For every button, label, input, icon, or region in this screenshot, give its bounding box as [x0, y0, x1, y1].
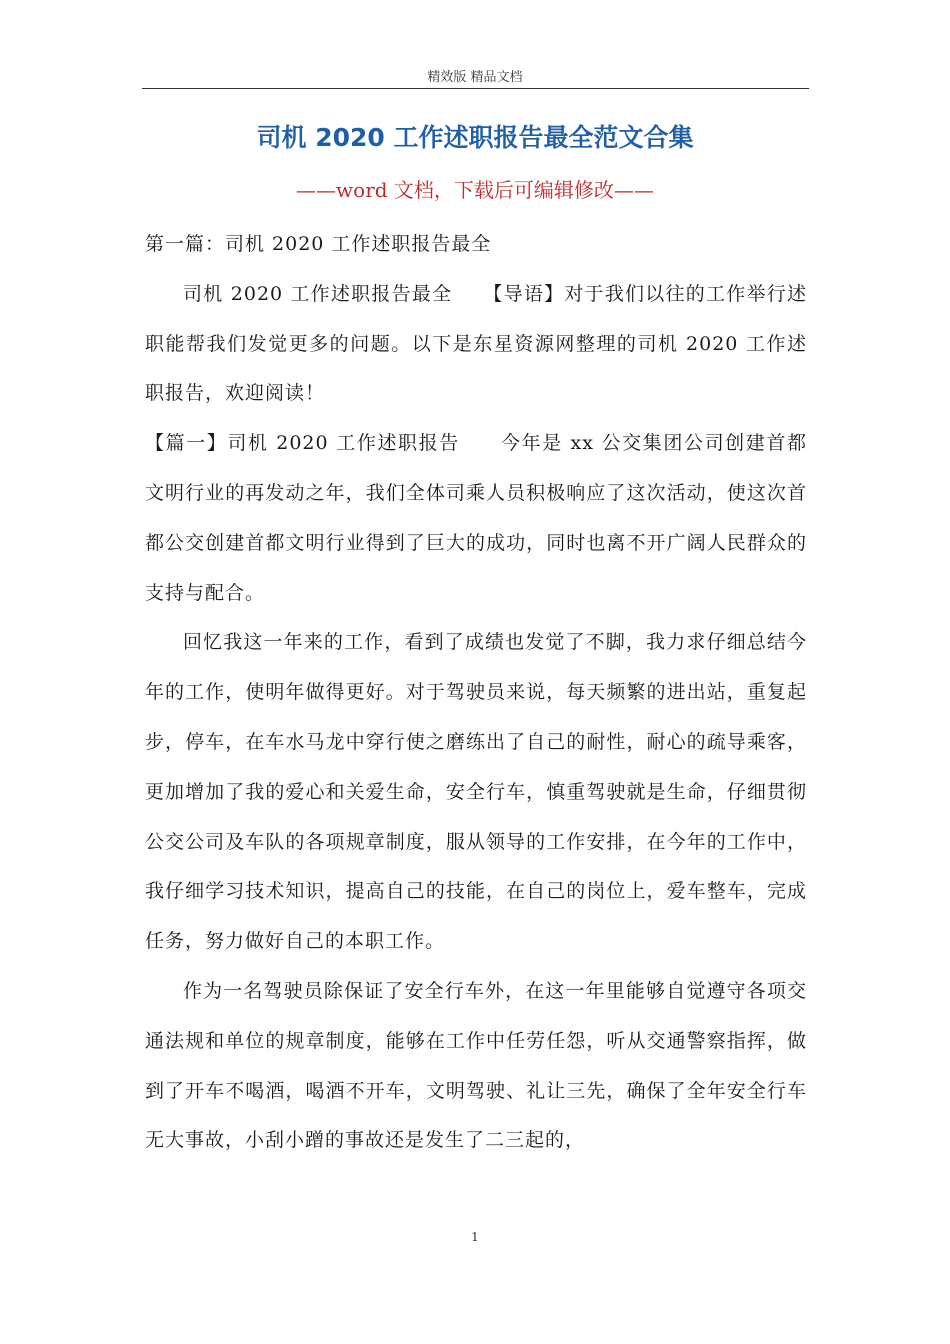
page-header: 精效版 精品文档: [427, 70, 523, 85]
document-body: [145, 220, 807, 1166]
paragraph: 【篇一】司机 2020 工作述职报告 今年是 xx 公交集团公司创建首都文明行业的再发动之年，我们全体司乘人员积极响应了这次活动，使这次首都公交创建首都文明行业得到了巨大的成功，同时也离不开广阔人民群众的支持与配合。: [145, 432, 807, 604]
document-subtitle: ——word 文档，下载后可编辑修改——: [296, 178, 654, 202]
section-heading: 第一篇：司机 2020 工作述职报告最全: [145, 233, 492, 255]
document-title: 司机 2020 工作述职报告最全范文合集: [256, 123, 694, 152]
paragraph: 司机 2020 工作述职报告最全 【导语】对于我们以往的工作举行述职能帮我们发觉更多的问题。以下是东星资源网整理的司机 2020 工作述职报告，欢迎阅读！: [145, 282, 807, 405]
paragraph: 回忆我这一年来的工作，看到了成绩也发觉了不脚，我力求仔细总结今年的工作，使明年做得更好。对于驾驶员来说，每天频繁的进出站，重复起步，停车，在车水马龙中穿行使之磨练出了自己的耐性，耐心的疏导乘客，更加增加了我的爱心和关爱生命，安全行车，慎重驾驶就是生命，仔细贯彻公交公司及车队的各项规章制度，服从领导的工作安排，在今年的工作中，我仔细学习技术知识，提高自己的技能，在自己的岗位上，爱车整车，完成任务，努力做好自己的本职工作。: [145, 631, 807, 953]
header-rule: [142, 88, 809, 89]
paragraph: 作为一名驾驶员除保证了安全行车外，在这一年里能够自觉遵守各项交通法规和单位的规章制度，能够在工作中任劳任怨，听从交通警察指挥，做到了开车不喝酒，喝酒不开车，文明驾驶、礼让三先，确保了全年安全行车无大事故，小刮小蹭的事故还是发生了二三起的，: [145, 979, 807, 1152]
page-number: 1: [471, 1230, 479, 1244]
